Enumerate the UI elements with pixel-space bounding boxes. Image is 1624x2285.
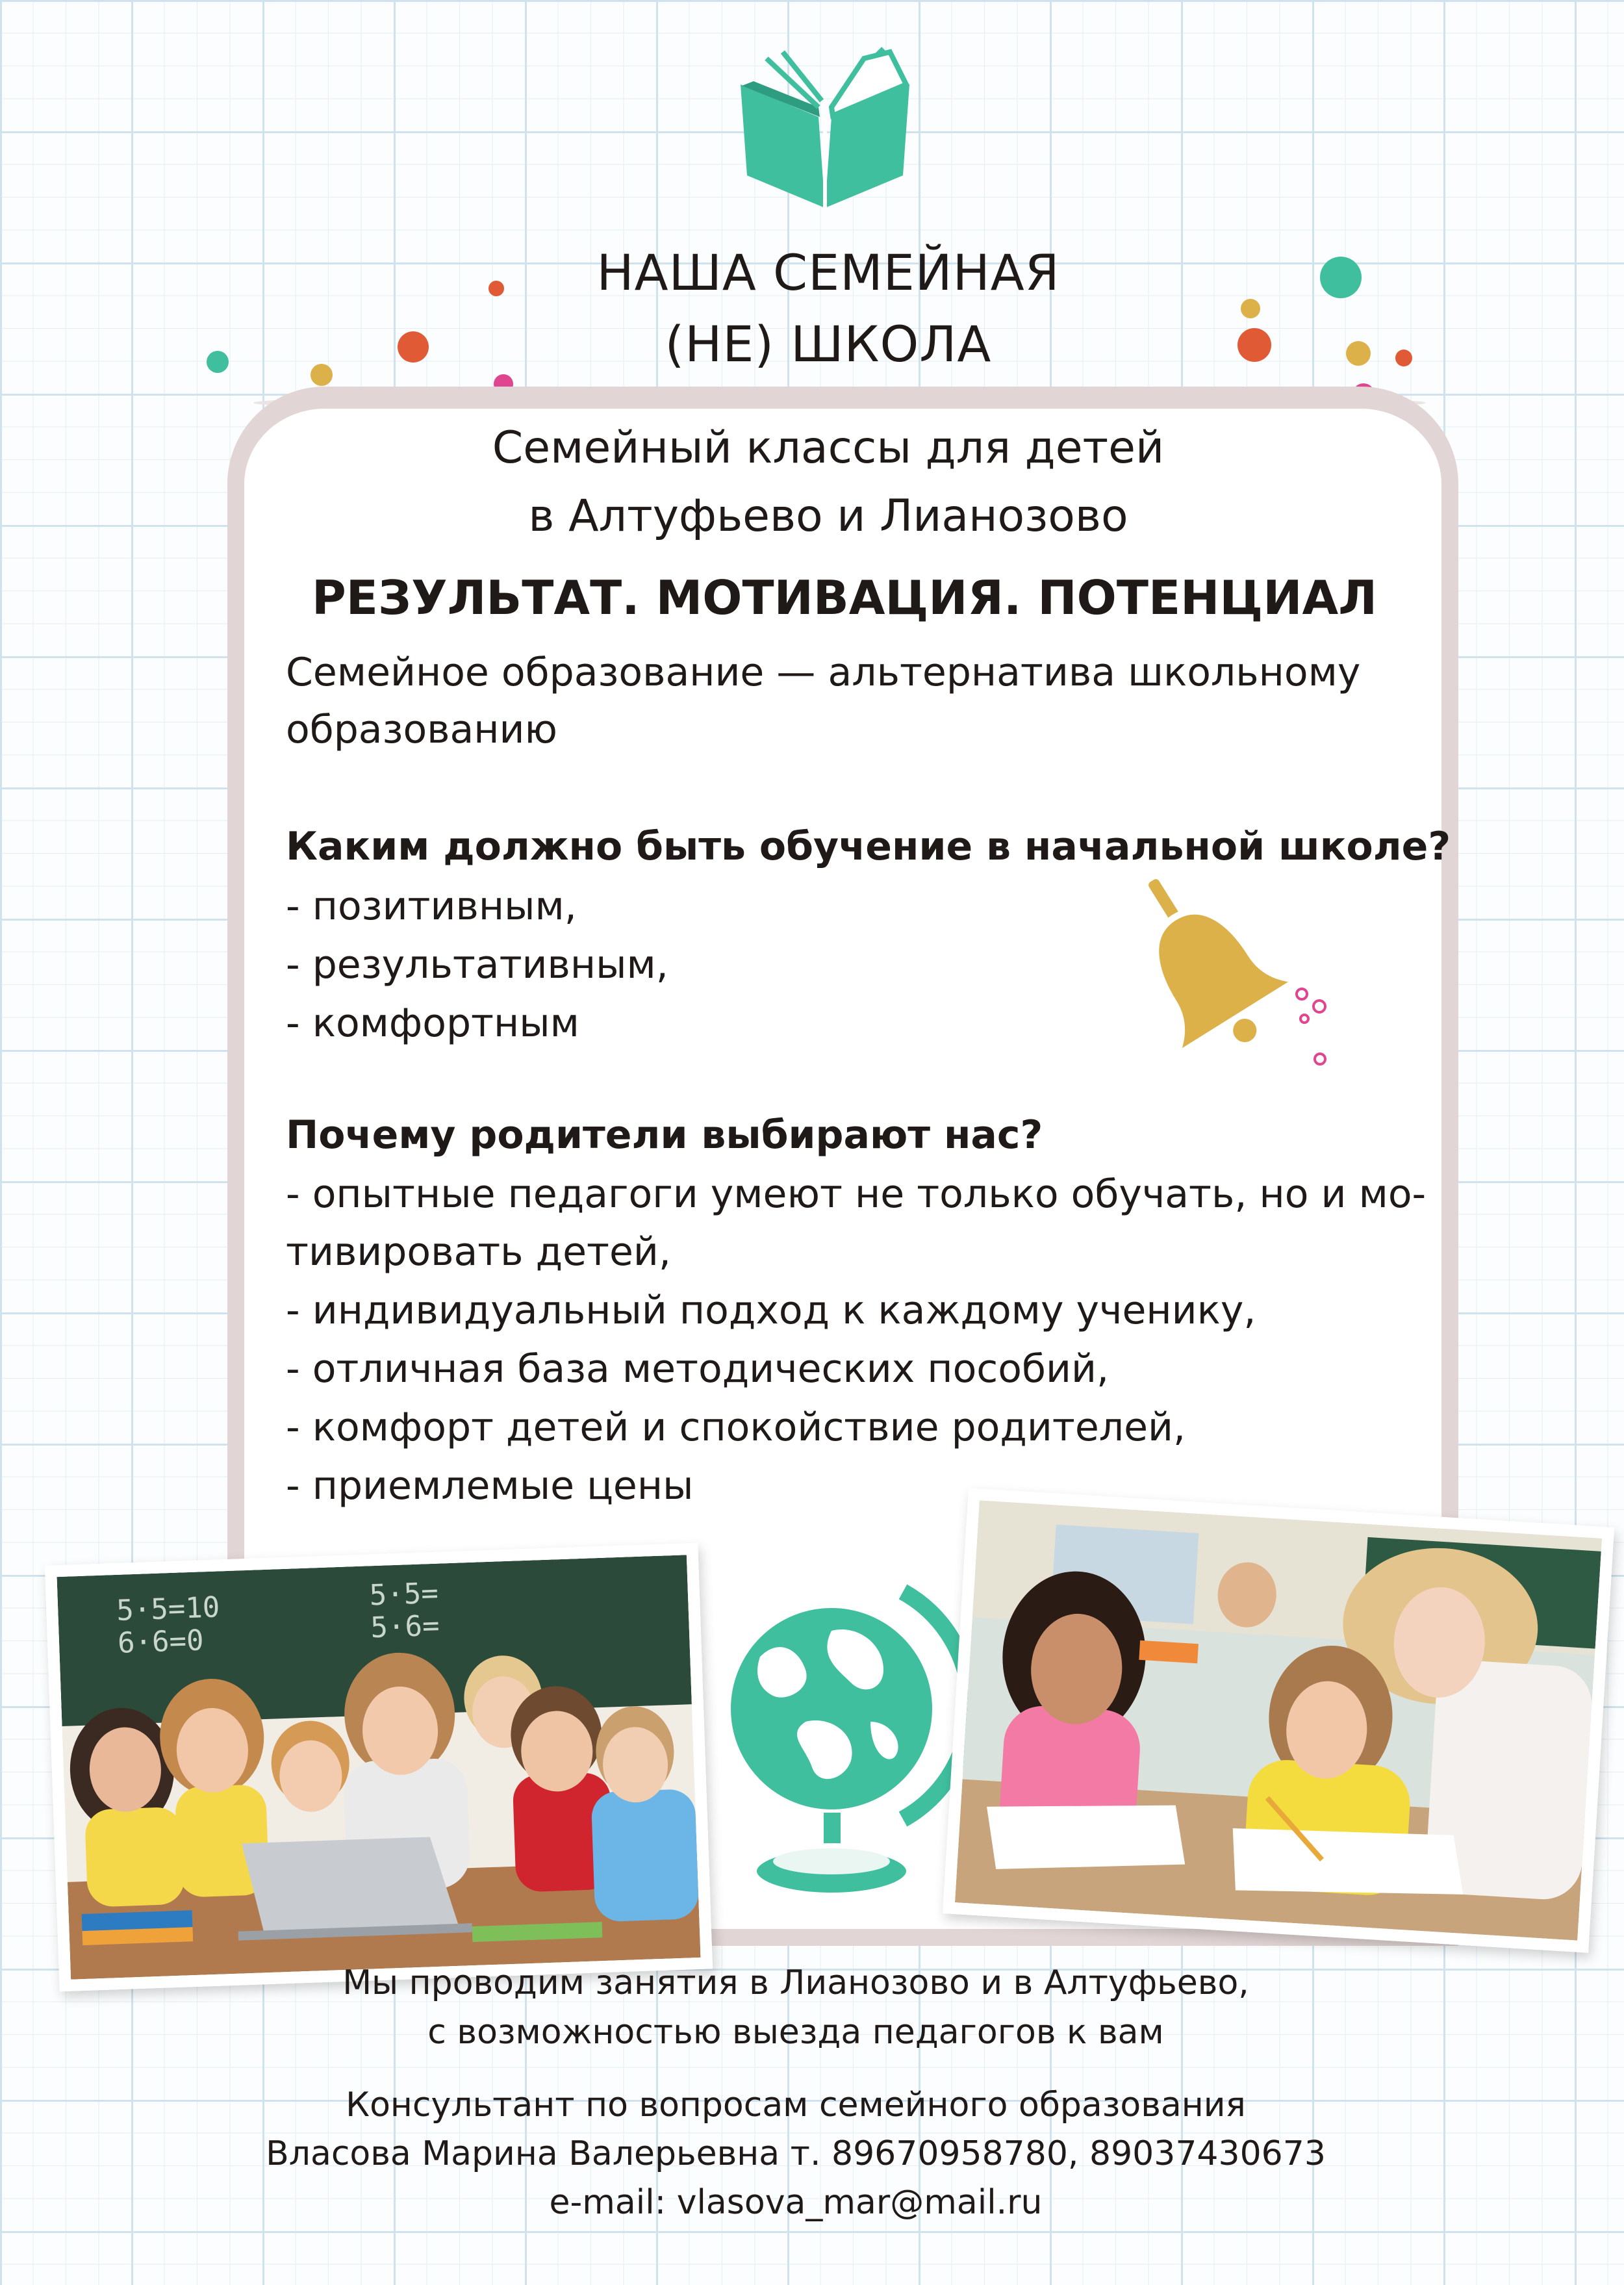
globe-icon bbox=[708, 1572, 968, 1910]
decor-ring bbox=[1295, 988, 1308, 1001]
photo-teacher-children-laptop bbox=[45, 1543, 713, 1992]
section2-item: - комфорт детей и спокойствие родителей, bbox=[286, 1405, 1186, 1450]
section1-item: - позитивным, bbox=[286, 884, 577, 929]
location-line1: Мы проводим занятия в Лианозово и в Алтуфьево, bbox=[342, 1963, 1249, 2002]
section2-item: - приемлемые цены bbox=[286, 1463, 694, 1509]
contact-email: e-mail: vlasova_mar@mail.ru bbox=[549, 2183, 1043, 2222]
page-title-line1: НАША СЕМЕЙНАЯ bbox=[596, 244, 1060, 301]
book-icon bbox=[728, 45, 922, 214]
section2-heading: Почему родители выбирают нас? bbox=[286, 1112, 1043, 1158]
section2-item: тивировать детей, bbox=[286, 1229, 671, 1275]
svg-text:5·5=10: 5·5=10 bbox=[116, 1590, 221, 1628]
decor-ring bbox=[1312, 999, 1326, 1014]
section1-heading: Каким должно быть обучение в начальной школе? bbox=[286, 824, 1451, 869]
decor-ring bbox=[1299, 1014, 1310, 1024]
svg-text:5·6=: 5·6= bbox=[370, 1609, 440, 1645]
section1-item: - комфортным bbox=[286, 1001, 579, 1046]
intro-line1: Семейный классы для детей bbox=[492, 422, 1165, 474]
section2-item: - индивидуальный подход к каждому ученику, bbox=[286, 1288, 1256, 1333]
photo-girl-writing-teacher bbox=[943, 1488, 1614, 1953]
decor-ring bbox=[1313, 1053, 1326, 1066]
section2-item: - опытные педагоги умеют не только обучать, но и мо- bbox=[286, 1171, 1427, 1217]
contact-line2: Власова Марина Валерьевна т. 89670958780, 89037430673 bbox=[266, 2134, 1326, 2173]
bell-icon bbox=[1104, 858, 1299, 1072]
page-title-line2: (НЕ) ШКОЛА bbox=[665, 315, 992, 373]
contact-line1: Консультант по вопросам семейного образования bbox=[346, 2086, 1246, 2125]
description-line2: образованию bbox=[286, 707, 558, 752]
section1-item: - результативным, bbox=[286, 942, 668, 988]
motto: РЕЗУЛЬТАТ. МОТИВАЦИЯ. ПОТЕНЦИАЛ bbox=[311, 570, 1377, 625]
section2-item: - отличная база методических пособий, bbox=[286, 1346, 1110, 1392]
location-line2: с возможностью выезда педагогов к вам bbox=[427, 2013, 1164, 2052]
svg-text:6·6=0: 6·6=0 bbox=[117, 1624, 205, 1660]
svg-text:5·5=: 5·5= bbox=[368, 1576, 439, 1613]
intro-line2: в Алтуфьево и Лианозово bbox=[528, 491, 1128, 542]
description-line1: Семейное образование — альтернатива школьному bbox=[286, 650, 1361, 695]
